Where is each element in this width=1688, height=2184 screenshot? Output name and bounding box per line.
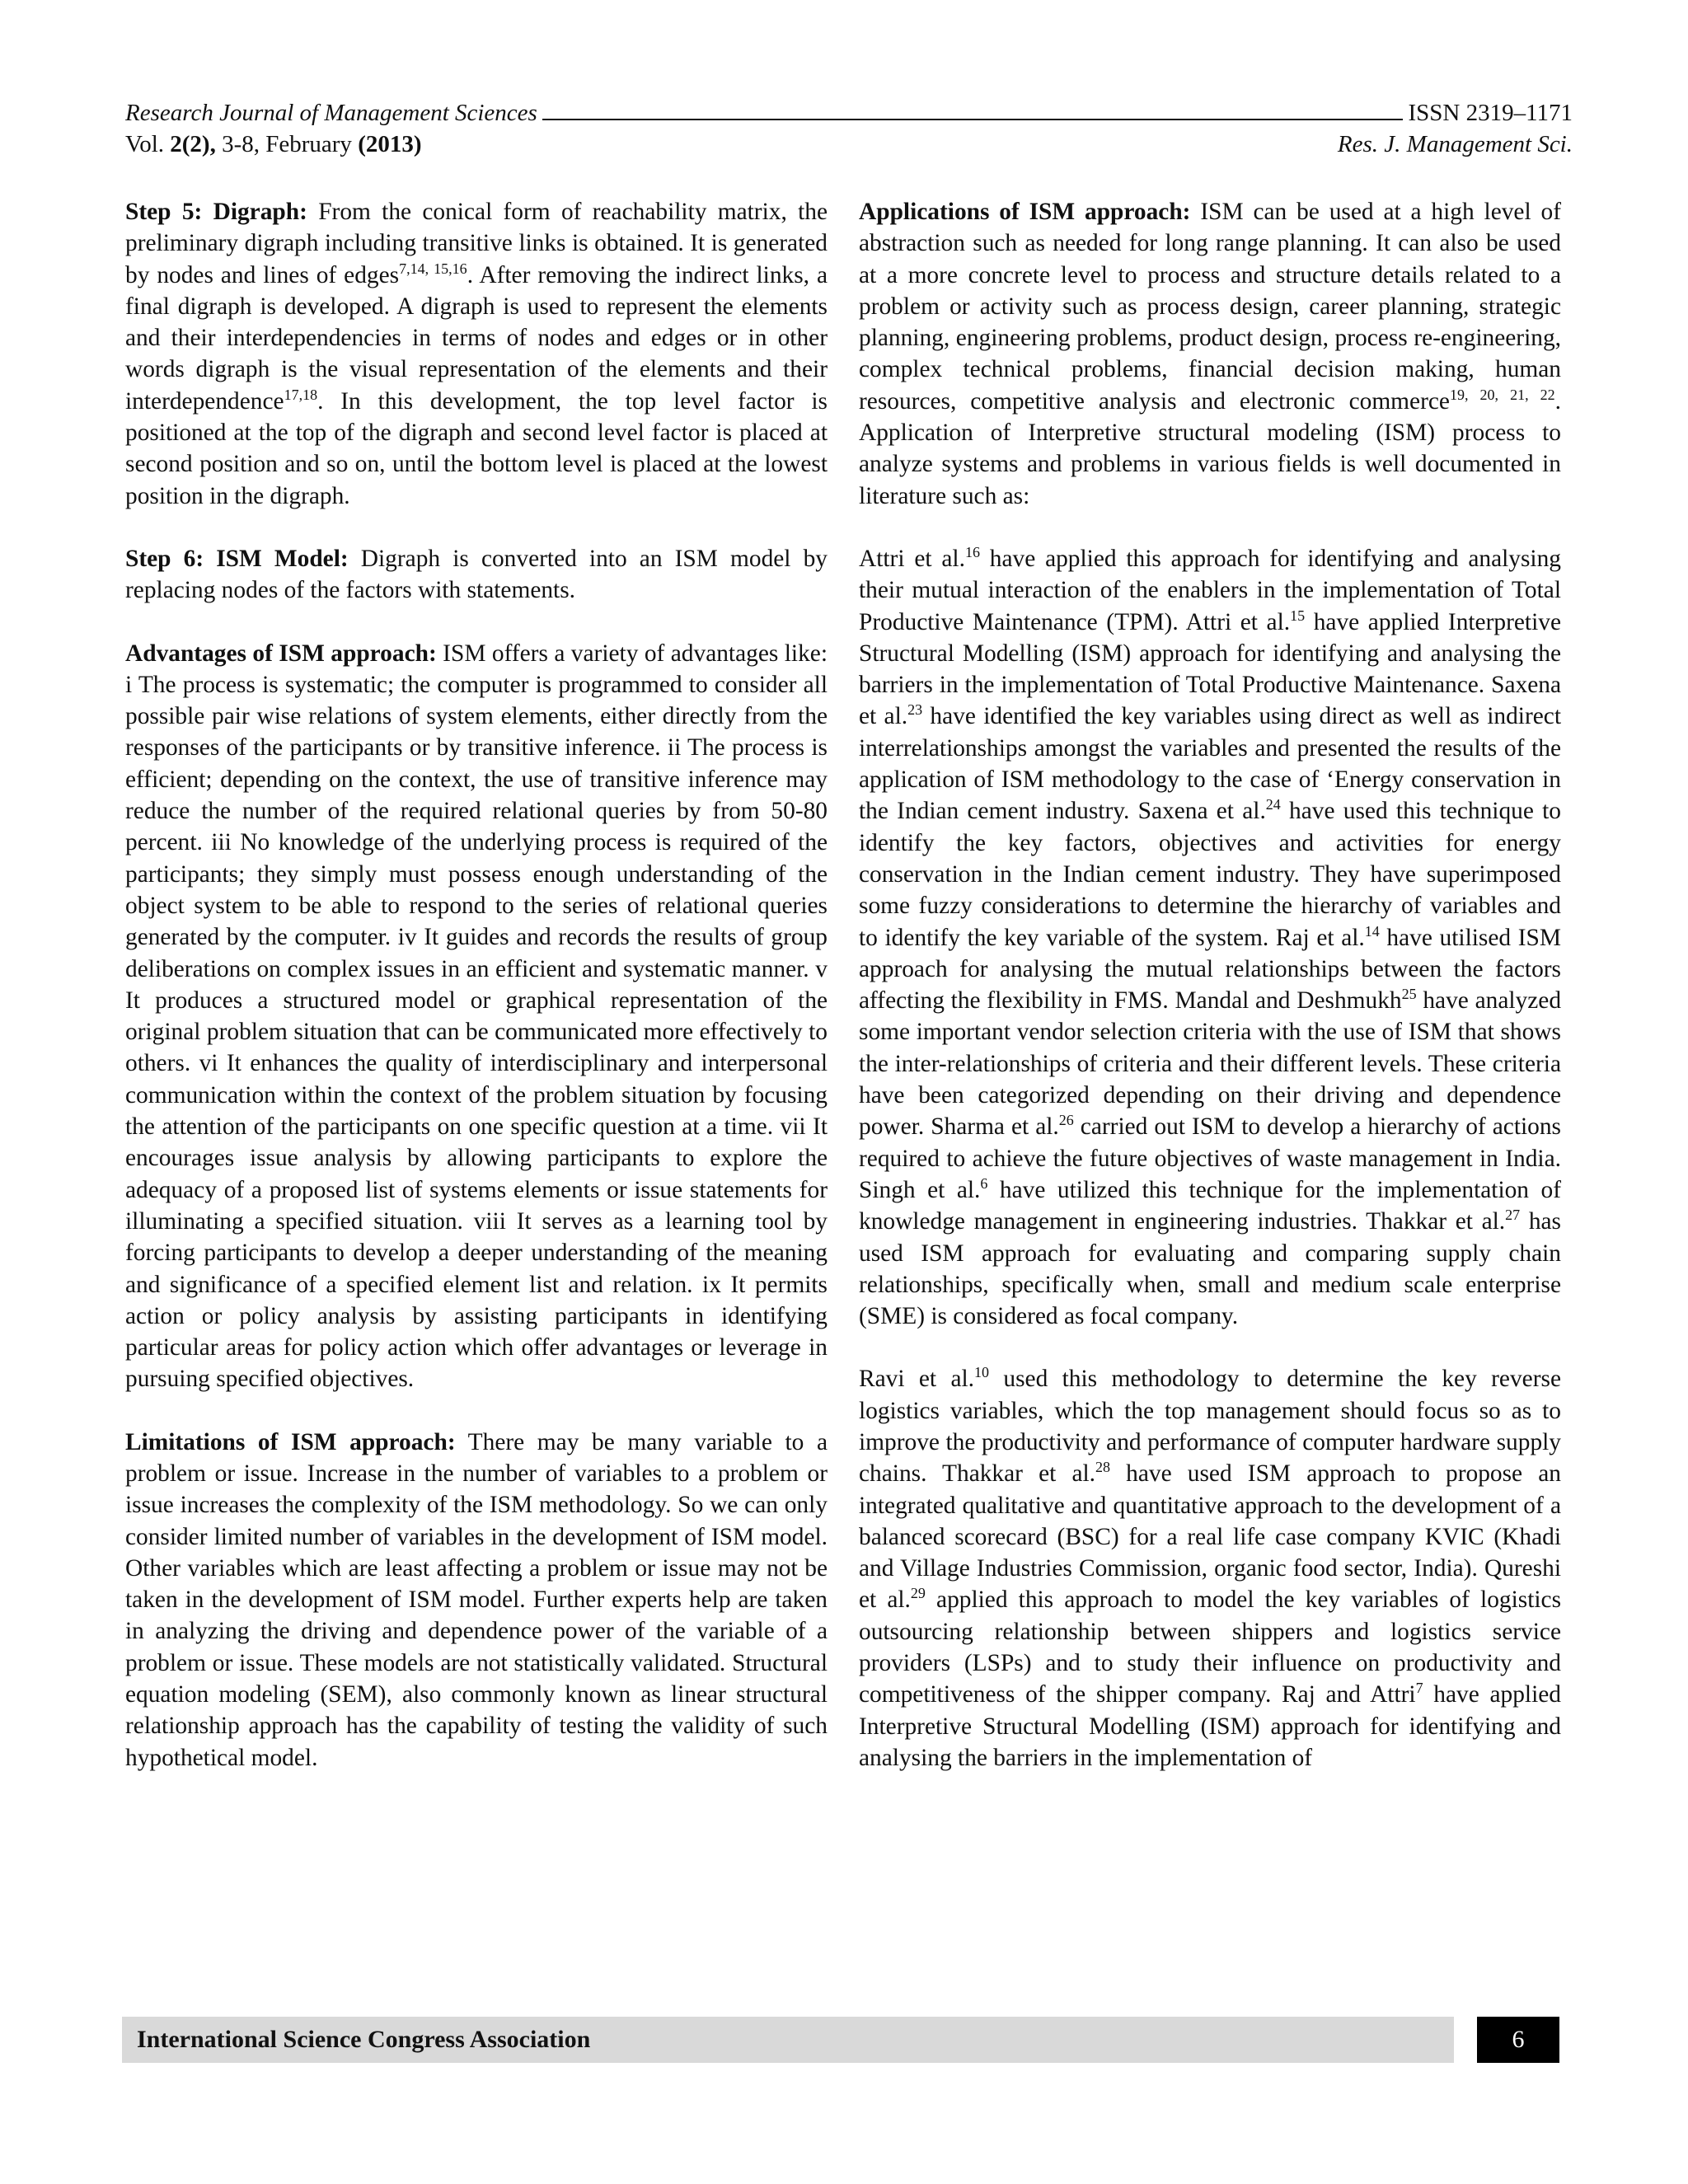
header-rule bbox=[542, 97, 1404, 120]
year: (2013) bbox=[358, 131, 422, 157]
ref: 25 bbox=[1401, 986, 1417, 1003]
advantages-paragraph bbox=[125, 638, 828, 1395]
text: applied this approach to model the key variables of logistics outsourcing relationship between shippers and logistics service providers (LSPs) and to study their influence on productivity and competitiveness of the shipper company. Raj and Attri bbox=[859, 1586, 1562, 1708]
journal-abbrev: Res. J. Management Sci. bbox=[1337, 131, 1573, 157]
page-header bbox=[125, 97, 1573, 160]
text: have applied Interpretive Structural Modelling (ISM) approach for identifying and analysing the barriers in the implementation of Total Productive Maintenance. Saxena et al. bbox=[859, 608, 1561, 730]
ref: 16 bbox=[964, 543, 980, 560]
ref: 28 bbox=[1095, 1459, 1111, 1476]
ref: 27 bbox=[1505, 1207, 1521, 1224]
text: ISM offers a variety of advantages like: i The process is systematic; the computer is programmed to consider all possible pair wise relations of system elements, either directly from the responses of the participants or by transitive inference. ii The process is efficient; depending on the context, the use of transitive inference may reduce the number of the required relational queries by from 50-80 percent. iii No knowledge of the underlying process is required of the participants; they simply must possess enough understanding of the object system to be able to respond to the series of relational queries generated by the computer. iv It guides and records the results of group deliberations on complex issues in an efficient and systematic manner. v It produces a structured model or graphical representation of the original problem situation that can be communicated more effectively to others. vi It enhances the quality of interdisciplinary and interpersonal communication within the context of the problem situation by focusing the attention of the participants on one specific question at a time. vii It encourages issue analysis by allowing participants to explore the adequacy of a proposed list of systems elements or issue statements for illuminating a specified situation. viii It serves as a learning tool by forcing participants to develop a deeper understanding of the meaning and significance of a specified element list and relation. ix It permits action or policy analysis by assisting participants in identifying particular areas for policy action which offer advantages or leverage in pursuing specified objectives. bbox=[125, 640, 828, 1393]
issn: ISSN 2319–1171 bbox=[1408, 100, 1573, 126]
step5-paragraph bbox=[125, 196, 828, 512]
ref: 15 bbox=[1290, 607, 1306, 624]
text: used this methodology to determine the key reverse logistics variables, which the top management should focus so as to improve the productivity and performance of computer hardware supply chains. Thakkar et al. bbox=[859, 1366, 1561, 1488]
text: have identified the key variables using direct as well as indirect interrelationships amongst the variables and presented the results of the application of ISM methodology to the case of ‘Energy conservation in the Indian cement industry. Saxena et al. bbox=[859, 703, 1561, 825]
text: has used ISM approach for evaluating and comparing supply chain relationships, specifically when, small and medium scale enterprise (SME) is considered as focal company. bbox=[859, 1208, 1561, 1330]
volume-info bbox=[125, 129, 422, 160]
left-column bbox=[125, 196, 828, 1805]
limitations-heading: Limitations of ISM approach: bbox=[125, 1428, 456, 1455]
footer-association: International Science Congress Association bbox=[122, 2017, 1454, 2063]
text: have used ISM approach to propose an integrated qualitative and quantitative approach to the development of a balanced scorecard (BSC) for a real life case company KVIC (Khadi and Village Industries Commission, organic food sector, India). Qureshi et al. bbox=[859, 1460, 1561, 1614]
ref: 14 bbox=[1364, 922, 1380, 940]
text: . In this development, the top level factor is positioned at the top of the digraph and second level factor is placed at second position and so on, until the bottom level is placed at the lowest position in the digraph. bbox=[125, 387, 828, 509]
vol-prefix: Vol. bbox=[125, 131, 171, 157]
step6-heading: Step 6: ISM Model: bbox=[125, 545, 349, 572]
journal-title: Research Journal of Management Sciences bbox=[125, 100, 537, 126]
right-column bbox=[859, 196, 1561, 1805]
ref: 7 bbox=[1415, 1680, 1423, 1697]
text: have applied Interpretive Structural Modelling (ISM) approach for identifying and analysing the barriers in the implementation of bbox=[859, 1681, 1561, 1771]
ref: 19, 20, 21, 22 bbox=[1449, 386, 1555, 403]
step5-heading: Step 5: Digraph: bbox=[125, 199, 307, 225]
text: . Application of Interpretive structural modeling (ISM) process to analyze systems and problems in various fields is well documented in literature such as: bbox=[859, 387, 1562, 509]
literature-paragraph-2 bbox=[859, 1363, 1561, 1774]
text: ISM can be used at a high level of abstraction such as needed for long range planning. It can also be used at a more concrete level to process and structure details related to a problem or activity such as process design, career planning, strategic planning, engineering problems, product design, process re-engineering, complex technical problems, financial decision making, human resources, competitive analysis and electronic commerce bbox=[859, 199, 1561, 415]
text: have utilized this technique for the implementation of knowledge management in engineering industries. Thakkar et al. bbox=[859, 1176, 1561, 1235]
vol-number: 2(2), bbox=[170, 131, 216, 157]
applications-heading: Applications of ISM approach: bbox=[859, 199, 1191, 225]
pages-date: 3-8, February bbox=[215, 131, 359, 157]
ref: 6 bbox=[980, 1174, 988, 1192]
text: Attri et al. bbox=[859, 545, 965, 572]
limitations-paragraph bbox=[125, 1427, 828, 1774]
text: have used this technique to identify the key factors, objectives and activities for energy conservation in the Indian cement industry. They have superimposed some fuzzy considerations to determine the hierarchy of variables and to identify the key variable of the system. Raj et al. bbox=[859, 798, 1561, 951]
step6-paragraph bbox=[125, 543, 828, 607]
advantages-heading: Advantages of ISM approach: bbox=[125, 640, 437, 667]
header-row-2 bbox=[125, 129, 1573, 160]
ref: 26 bbox=[1058, 1112, 1074, 1129]
text: carried out ISM to develop a hierarchy of actions required to achieve the future objectives of waste management in India. Singh et al. bbox=[859, 1113, 1561, 1203]
text: have analyzed some important vendor selection criteria with the use of ISM that shows the inter-relationships of criteria and their different levels. These criteria have been categorized depending on their driving and dependence power. Sharma et al. bbox=[859, 987, 1562, 1141]
ref: 7,14, 15,16 bbox=[399, 260, 467, 277]
applications-paragraph bbox=[859, 196, 1561, 512]
text: Digraph is converted into an ISM model by replacing nodes of the factors with statements. bbox=[125, 545, 828, 604]
literature-paragraph-1 bbox=[859, 543, 1561, 1332]
text: Ravi et al. bbox=[859, 1366, 975, 1393]
ref: 29 bbox=[910, 1585, 926, 1602]
text: have applied this approach for identifying and analysing their mutual interaction of the enablers in the implementation of Total Productive Maintenance (TPM). Attri et al. bbox=[859, 545, 1561, 635]
ref: 10 bbox=[974, 1364, 990, 1381]
text: have utilised ISM approach for analysing the mutual relationships between the factors affecting the flexibility in FMS. Mandal and Deshmukh bbox=[859, 924, 1562, 1015]
text: . After removing the indirect links, a final digraph is developed. A digraph is used to represent the elements and their interdependencies in terms of nodes and edges or in other words digraph is the visual representation of the elements and their interdependence bbox=[125, 261, 828, 415]
text: From the conical form of reachability matrix, the preliminary digraph including transitive links is obtained. It is generated by nodes and lines of edges bbox=[125, 199, 828, 288]
ref: 17,18 bbox=[284, 386, 318, 403]
header-row-1 bbox=[125, 97, 1573, 129]
text: There may be many variable to a problem or issue. Increase in the number of variables to a problem or issue increases the complexity of the ISM methodology. So we can only consider limited number of variables in the development of ISM model. Other variables which are least affecting a problem or issue may not be taken in the development of ISM model. Further experts help are taken in analyzing the driving and dependence power of the variable of a problem or issue. These models are not statistically validated. Structural equation modeling (SEM), also commonly known as linear structural relationship approach has the capability of testing the validity of such hypothetical model. bbox=[125, 1428, 828, 1771]
ref: 24 bbox=[1265, 796, 1281, 813]
ref: 23 bbox=[907, 701, 923, 719]
page-number: 6 bbox=[1477, 2017, 1559, 2063]
